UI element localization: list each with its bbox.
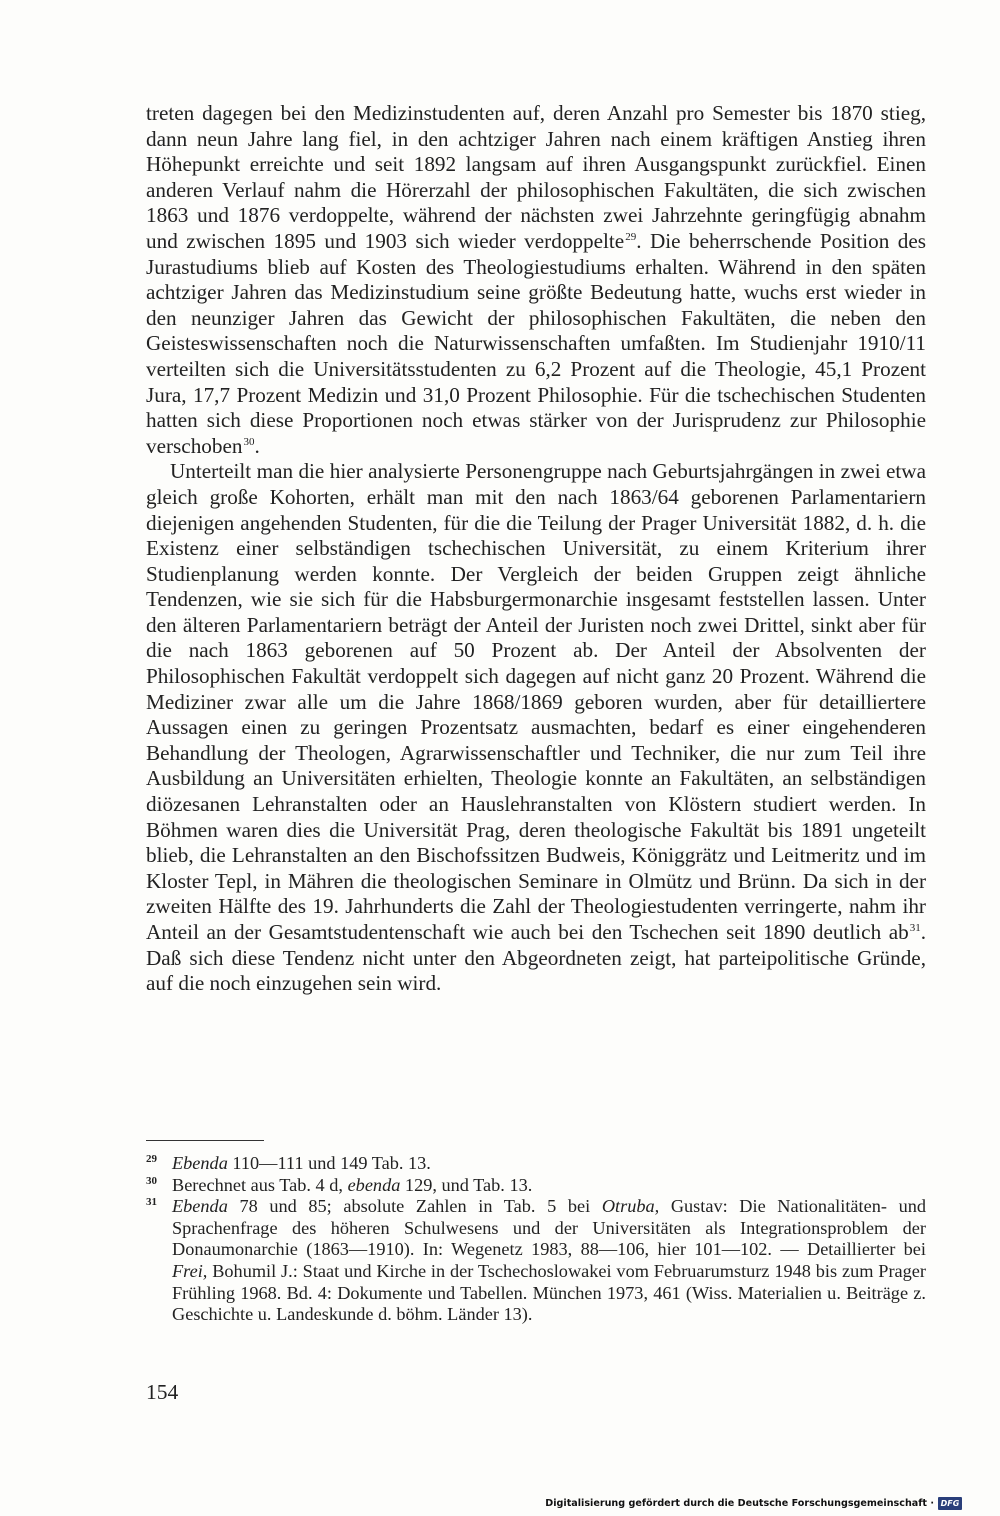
- text-run-italic: Ebenda: [172, 1196, 228, 1217]
- page-number: 154: [146, 1380, 179, 1404]
- text-run-italic: Ebenda: [172, 1153, 228, 1173]
- footnote-ref-30[interactable]: 30: [243, 435, 255, 448]
- text-run: 110—111 und 149 Tab. 13.: [227, 1153, 431, 1173]
- dfg-logo: DFG: [938, 1497, 962, 1510]
- footnote-ref-31[interactable]: 31: [909, 922, 921, 934]
- text-run: 78 und 85; absolute Zahlen in Tab. 5 bei: [227, 1196, 602, 1217]
- digitization-credit: [545, 1497, 962, 1510]
- footnote-31: [146, 1196, 926, 1326]
- text-run: Berechnet aus Tab. 4 d,: [172, 1174, 348, 1195]
- text-run: Gustav: Die Nationalitäten- und Sprachenfrage des höheren Schulwesens und der Universitäten als Integrationsproblem der Donaumonarchie (1863—1910). In: Wegenetz 1983, 88—106, hier 101—102. — Detaillierter bei: [172, 1196, 926, 1260]
- paragraph-1: [146, 101, 926, 459]
- footnote-number: 30: [146, 1174, 157, 1187]
- footnote-30: [146, 1175, 926, 1197]
- text-run: Bohumil J.: Staat und Kirche in der Tschechoslowakei vom Februarumsturz 1948 bis zum Prager Frühling 1968. Bd. 4: Dokumente und Tabellen. München 1973, 461 (Wiss. Materialien u. Beiträge z. Geschichte u. Landeskunde d. böhm. Länder 13).: [172, 1260, 926, 1325]
- text-run: Unterteilt man die hier analysierte Personengruppe nach Geburtsjahrgängen in zwei etwa gleich große Kohorten, erhält man mit den nach 1863/64 geborenen Parlamentariern diejenigen angehenden Studenten, für die die Teilung der Prager Universität 1882, d. h. die Existenz einer selbständigen tschechischen Universität, zu einem Kriterium ihrer Studienplanung werden konnte. Der Vergleich der beiden Gruppen zeigt ähnliche Tendenzen, wie sie sich für die Habsburgermonarchie insgesamt feststellen lassen. Unter den älteren Parlamentariern beträgt der Anteil der Juristen noch zwei Drittel, sinkt aber für die nach 1863 geborenen auf 50 Prozent ab. Der Anteil der Absolventen der Philosophischen Fakultät verdoppelt sich dagegen auf nicht ganz 20 Prozent. Während die Mediziner zwar alle um die Jahre 1868/1869 geboren wurden, aber für detailliertere Aussagen einen zu geringen Prozentsatz ausmachten, bedarf es einer eingehenderen Behandlung der Theologen, Agrarwissenschaftler und Techniker, die nur zum Teil ihre Ausbildung an Universitäten erhielten, Theologie konnte an Fakultäten, an selbständigen diözesanen Lehranstalten oder an Hauslehranstalten von Klöstern studiert werden. In Böhmen waren dies die Universität Prag, deren theologische Fakultät bis 1891 ungeteilt blieb, die Lehranstalten an den Bischofssitzen Budweis, Königgrätz und Leitmeritz und im Kloster Tepl, in Mähren die theologischen Seminare in Olmütz und Brünn. Da sich in der zweiten Hälfte des 19. Jahrhunderts die Zahl der Theologiestudenten verringerte, nahm ihr Anteil an der Gesamtstudentenschaft wie auch bei den Tschechen seit 1890 deutlich ab: [146, 459, 926, 944]
- footnote-ref-29[interactable]: 29: [625, 230, 637, 243]
- credit-text: Digitalisierung gefördert durch die Deutsche Forschungsgemeinschaft ·: [545, 1498, 934, 1509]
- text-run-italic: Frei,: [172, 1260, 208, 1281]
- footnotes: [146, 1153, 926, 1326]
- footnote-29: [146, 1153, 926, 1175]
- text-run: . Daß sich diese Tendenz nicht unter den Abgeordneten zeigt, hat parteipolitische Gründe, auf die noch einzugehen sein wird.: [146, 920, 926, 996]
- text-run: . Die beherrschende Position des Jurastudiums blieb auf Kosten des Theologiestudiums erhalten. Während in den späten achtziger Jahren das Medizinstudium seine größte Bedeutung hatte, wuchs erst wieder in den neunziger Jahren das Gewicht der philosophischen Fakultäten, die neben den Geisteswissenschaften noch die Naturwissenschaften umfaßten. Im Studienjahr 1910/11 verteilten sich die Universitätsstudenten zu 6,2 Prozent auf die Theologie, 45,1 Prozent Jura, 17,7 Prozent Medizin und 31,0 Prozent Philosophie. Für die tschechischen Studenten hatten sich diese Proportionen noch etwas stärker von der Jurisprudenz zur Philosophie verschoben: [146, 228, 926, 458]
- text-run: treten dagegen bei den Medizinstudenten auf, deren Anzahl pro Semester bis 1870 stieg, dann neun Jahre lang fiel, in den achtziger Jahren nach einem kräftigen Anstieg ihren Höhepunkt erreichte und seit 1892 langsam auf ihren Ausgangspunkt zurückfiel. Einen anderen Verlauf nahm die Hörerzahl der philosophischen Fakultäten, die sich zwischen 1863 und 1876 verdoppelte, während der nächsten zwei Jahrzehnte geringfügig abnahm und zwischen 1895 und 1903 sich wieder verdoppelte: [146, 101, 926, 253]
- text-run: 129, und Tab. 13.: [400, 1174, 533, 1195]
- body-text: [146, 101, 926, 997]
- footnote-number: 29: [146, 1153, 157, 1165]
- text-run: .: [254, 433, 260, 458]
- text-run-italic: ebenda: [347, 1174, 401, 1195]
- footnote-separator: [146, 1140, 264, 1141]
- footnote-number: 31: [146, 1196, 157, 1209]
- paragraph-2: [146, 459, 926, 996]
- text-run-italic: Otruba,: [601, 1196, 660, 1217]
